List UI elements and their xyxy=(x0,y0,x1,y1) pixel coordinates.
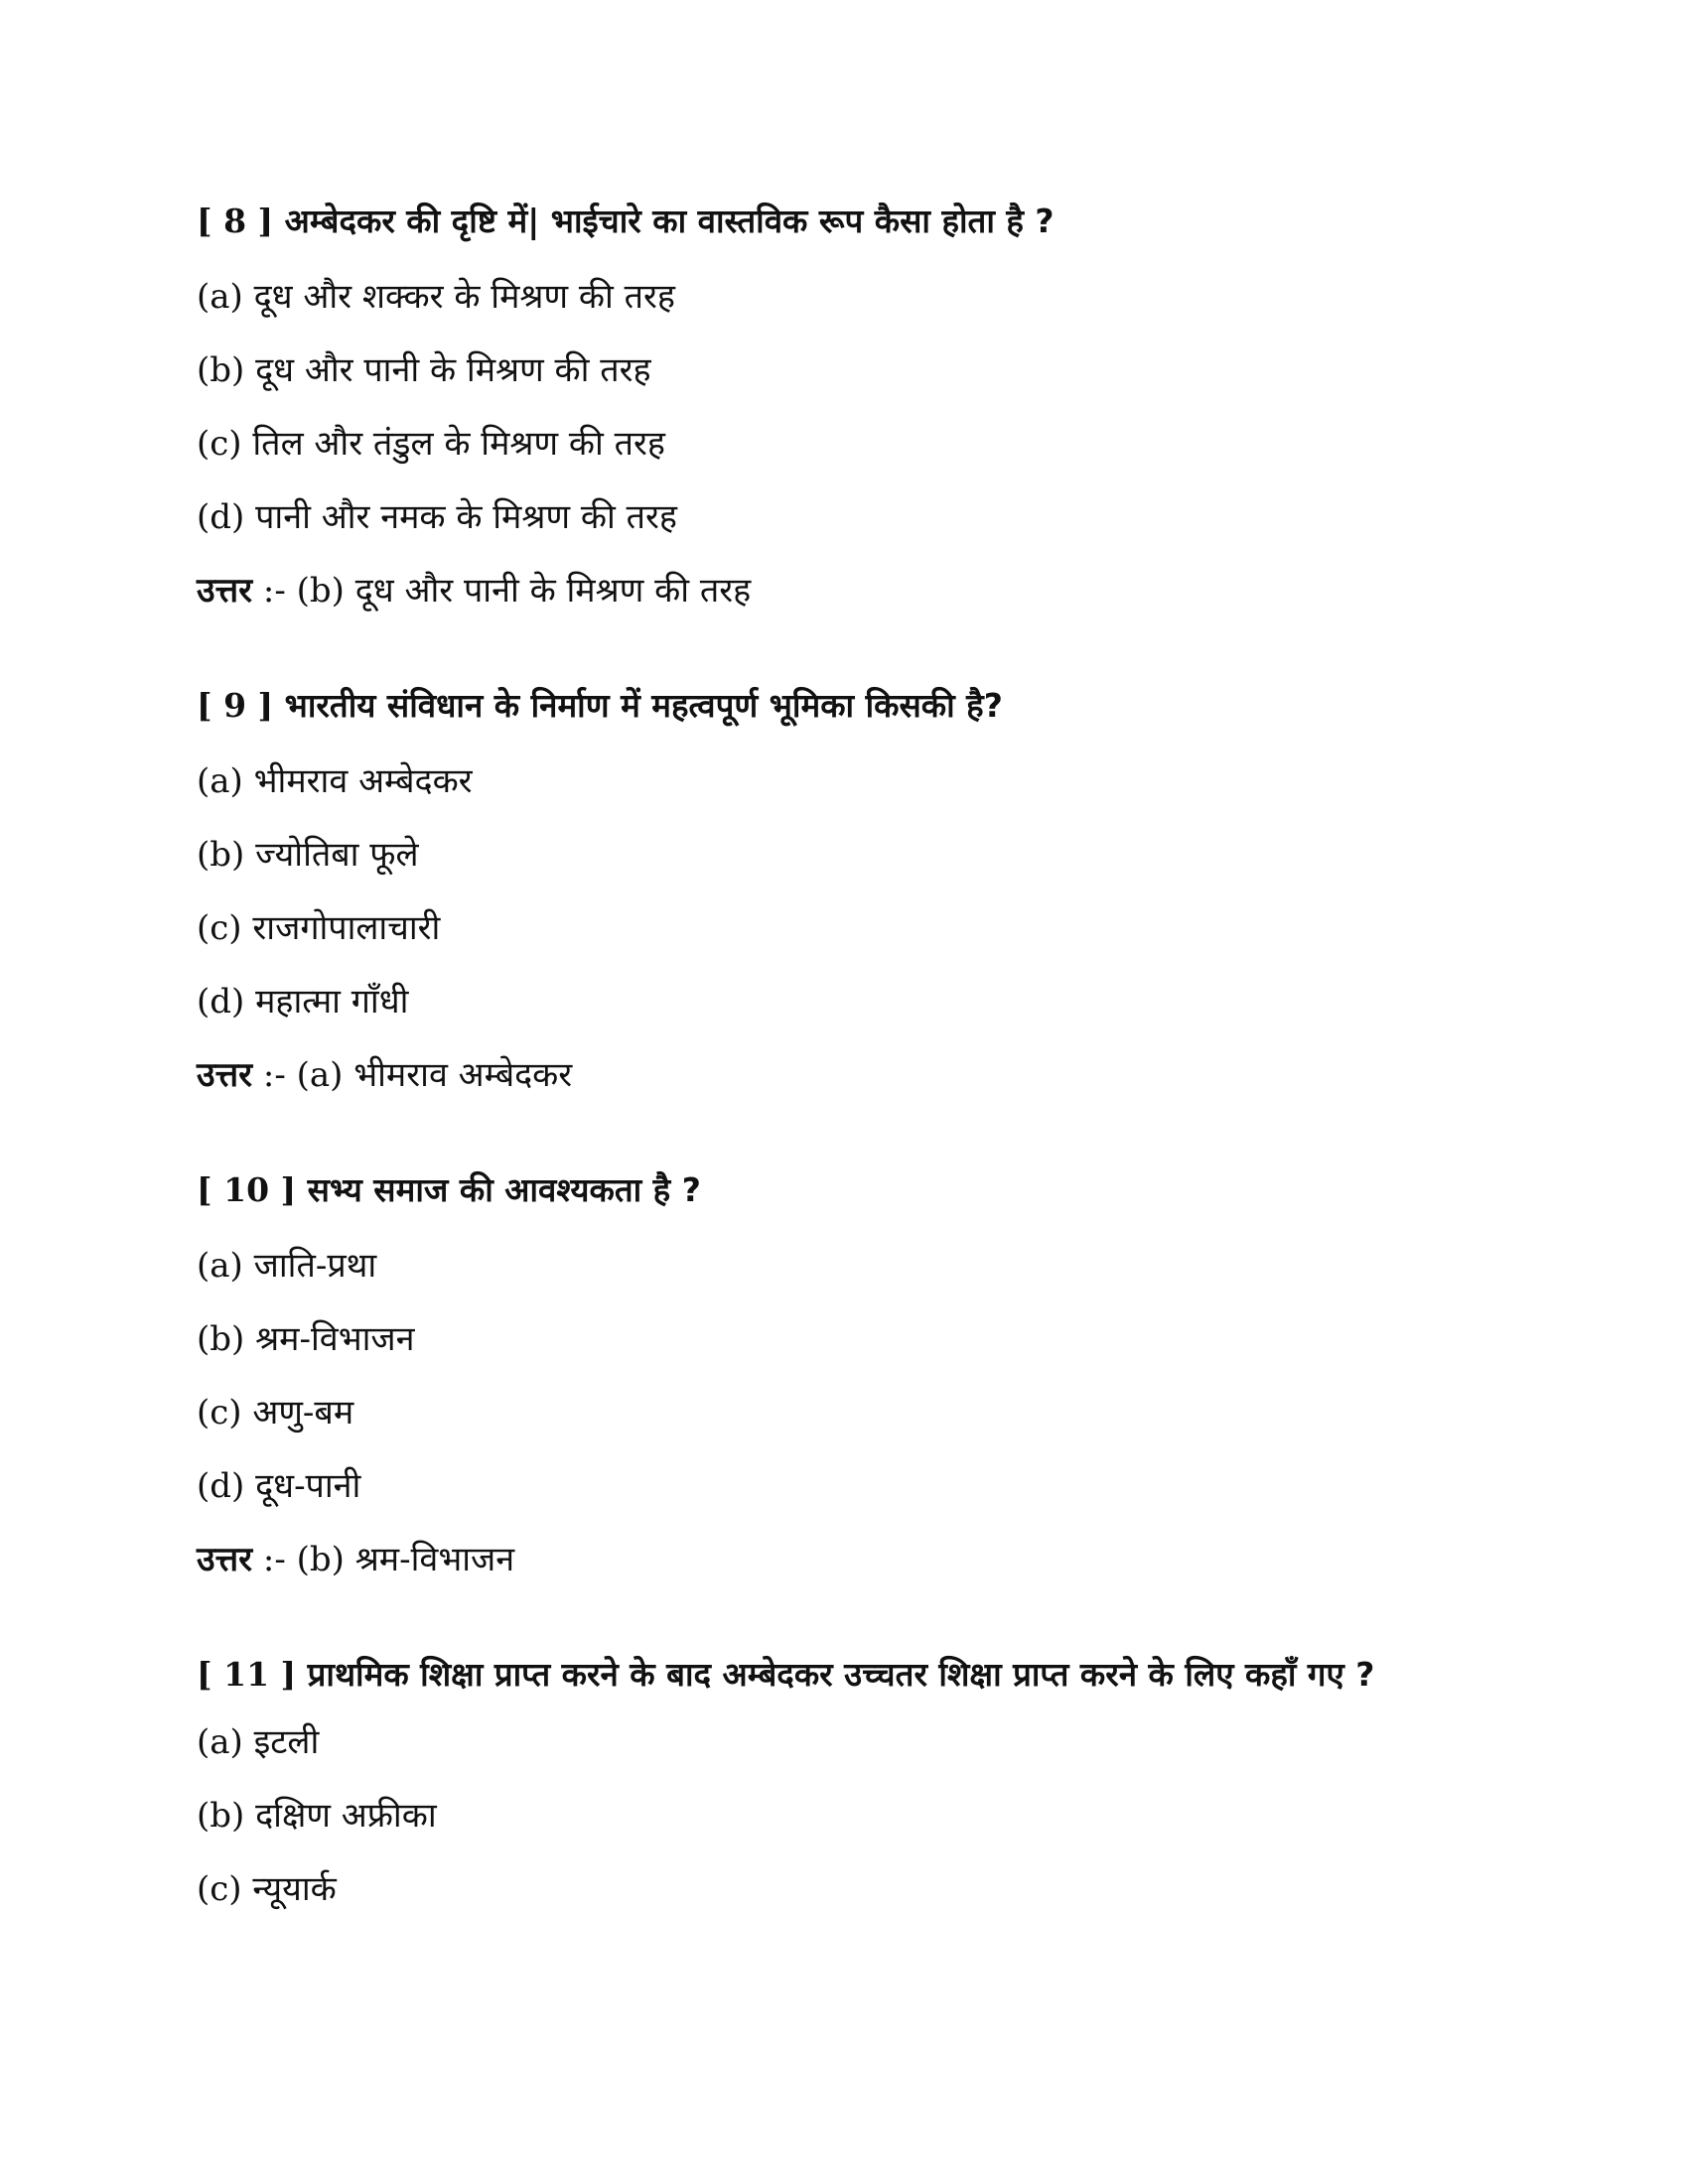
question-8 xyxy=(197,195,1055,627)
answer-line xyxy=(197,554,1055,627)
answer-text: :- (b) श्रम-विभाजन xyxy=(262,1540,515,1579)
answer-label: उत्तर xyxy=(197,1055,253,1095)
question-text: भारतीय संविधान के निर्माण में महत्वपूर्ण भूमिका किसकी है? xyxy=(284,686,1003,725)
question-9 xyxy=(197,679,1003,1112)
question-text: अम्बेदकर की दृष्टि में| भाईचारे का वास्तविक रूप कैसा होता है ? xyxy=(284,202,1055,240)
option-a: (a) भीमराव अम्बेदकर xyxy=(197,761,473,801)
question-title xyxy=(197,1648,1517,1702)
option-a: (a) जाति-प्रथा xyxy=(197,1246,377,1286)
option-d: (d) महात्मा गाँधी xyxy=(197,982,409,1022)
option-c: (c) अणु-बम xyxy=(197,1393,354,1433)
option-c: (c) न्यूयार्क xyxy=(197,1869,337,1909)
question-title xyxy=(197,1163,701,1217)
answer-text: :- (b) दूध और पानी के मिश्रण की तरह xyxy=(262,571,752,611)
question-title xyxy=(197,195,1055,248)
option-b: (b) श्रम-विभाजन xyxy=(197,1319,415,1359)
option-c: (c) राजगोपालाचारी xyxy=(197,908,441,948)
answer-label: उत्तर xyxy=(197,1540,253,1579)
question-number: [ 9 ] xyxy=(197,686,274,725)
option-a: (a) इटली xyxy=(197,1722,320,1762)
option-c: (c) तिल और तंडुल के मिश्रण की तरह xyxy=(197,424,665,464)
option-b: (b) दूध और पानी के मिश्रण की तरह xyxy=(197,350,651,390)
option-a: (a) दूध और शक्कर के मिश्रण की तरह xyxy=(197,277,675,317)
question-text: सभ्य समाज की आवश्यकता है ? xyxy=(307,1170,701,1209)
question-text: प्राथमिक शिक्षा प्राप्त करने के बाद अम्बेदकर उच्चतर शिक्षा प्राप्त करने के लिए कहाँ गए ? xyxy=(307,1655,1375,1694)
question-number: [ 10 ] xyxy=(197,1170,297,1209)
question-title xyxy=(197,679,1003,733)
answer-label: उत्तर xyxy=(197,571,253,611)
answer-line xyxy=(197,1038,1003,1112)
answer-text: :- (a) भीमराव अम्बेदकर xyxy=(262,1055,573,1095)
option-d: (d) दूध-पानी xyxy=(197,1466,361,1506)
option-b: (b) दक्षिण अफ्रीका xyxy=(197,1796,437,1836)
question-number: [ 8 ] xyxy=(197,202,274,240)
option-d: (d) पानी और नमक के मिश्रण की तरह xyxy=(197,497,677,537)
question-number: [ 11 ] xyxy=(197,1655,297,1694)
option-b: (b) ज्योतिबा फूले xyxy=(197,835,419,875)
question-10 xyxy=(197,1163,701,1596)
answer-line xyxy=(197,1523,701,1596)
question-11 xyxy=(197,1648,1517,1926)
